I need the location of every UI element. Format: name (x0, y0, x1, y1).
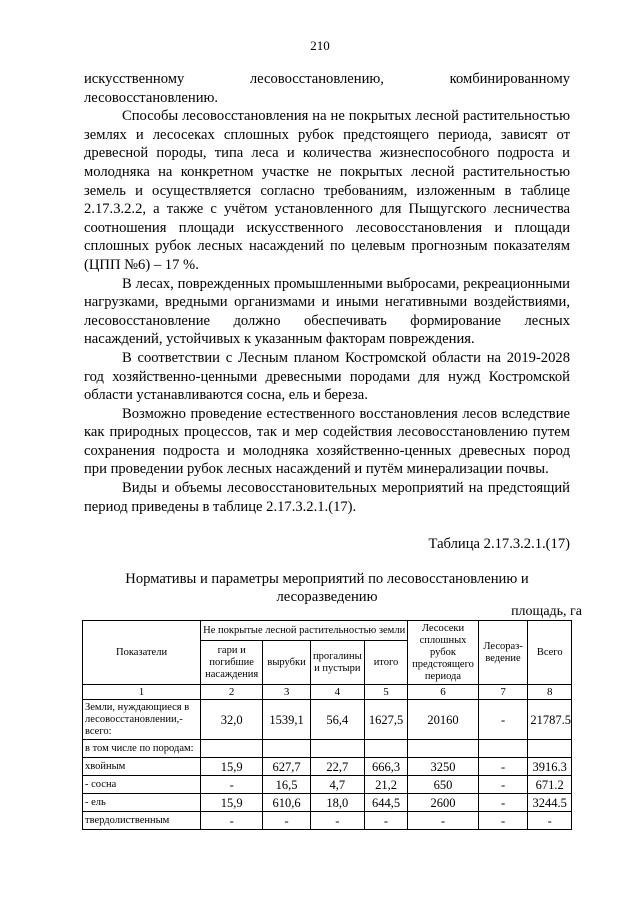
table-cell: 56,4 (310, 700, 364, 740)
table-cell: 3250 (408, 758, 478, 776)
column-number: 6 (408, 685, 478, 700)
table-cell (310, 740, 364, 758)
table-cell: - (478, 794, 528, 812)
row-label: - ель (83, 794, 201, 812)
header-subtotal: итого (364, 641, 408, 685)
column-number: 7 (478, 685, 528, 700)
table-cell (478, 740, 528, 758)
column-number: 4 (310, 685, 364, 700)
table-cell: 1627,5 (364, 700, 408, 740)
header-burnt: гари и погибшие насаждения (201, 641, 263, 685)
paragraph: Способы лесовосстановления на не покрытых лесной растительностью землях и лесосеках сплошных рубок предстоящего периода, зависят от древесной породы, типа леса и количества жизнеспособного подроста и молодняка на конкретном участке не покрытых лесной растительностью земель и осуществляется согласно требованиям, изложенным в таблице 2.17.3.2.2, а также с учётом установленного для Пыщугского лесничества соотношения площади искусственного лесовосстановления и площади сплошных рубок лесных насаждений по целевым прогнозным показателям (ЦПП №6) – 17 %. (84, 108, 570, 273)
row-label: в том числе по породам: (83, 740, 201, 758)
table-cell: - (528, 812, 572, 830)
table-cell: 627,7 (263, 758, 311, 776)
header-total: Всего (528, 621, 572, 685)
table-cell: 610,6 (263, 794, 311, 812)
table-cell: - (478, 812, 528, 830)
table-row (83, 758, 572, 776)
table-unit: площадь, га (511, 604, 582, 619)
table-row (83, 700, 572, 740)
row-label: твердолиственным (83, 812, 201, 830)
paragraph: искусственному лесовосстановлению, комбинированному лесовосстановлению. (84, 71, 570, 106)
column-number: 5 (364, 685, 408, 700)
table-cell: - (408, 812, 478, 830)
table-cell: 18,0 (310, 794, 364, 812)
table-cell: - (478, 776, 528, 794)
table-cell: 2600 (408, 794, 478, 812)
table-row (83, 812, 572, 830)
table-cell: 666,3 (364, 758, 408, 776)
table-cell: - (201, 812, 263, 830)
paragraph: В соответствии с Лесным планом Костромской области на 2019-2028 год хозяйственно-ценными древесными породами для нужд Костромской области устанавливаются сосна, ель и береза. (84, 349, 570, 404)
column-number: 2 (201, 685, 263, 700)
table-cell: 644,5 (364, 794, 408, 812)
body-text (84, 70, 570, 516)
table-cell: - (263, 812, 311, 830)
table-cell: - (364, 812, 408, 830)
table-title: Нормативы и параметры мероприятий по лесовосстановлению и лесоразведению (125, 571, 529, 605)
paragraph: В лесах, поврежденных промышленными выбросами, рекреационными нагрузками, вредными организмами и иными негативными воздействиями, лесовосстановление должно обеспечивать формирование лесных насаждений, устойчивых к указанным факторам повреждения. (84, 275, 570, 348)
header-clearcut: Лесосеки сплошных рубок предстоящего периода (408, 621, 478, 685)
paragraph: Виды и объемы лесовосстановительных мероприятий на предстоящий период приведены в таблице 2.17.3.2.1.(17). (84, 480, 570, 515)
table-row (83, 740, 572, 758)
table-cell: 671.2 (528, 776, 572, 794)
header-cuttings: вырубки (263, 641, 311, 685)
page-number: 210 (310, 38, 330, 53)
forest-restoration-table (82, 620, 572, 830)
table-row (83, 794, 572, 812)
table-cell (408, 740, 478, 758)
table-cell (364, 740, 408, 758)
table-cell: - (201, 776, 263, 794)
table-row (83, 776, 572, 794)
table-cell: - (478, 700, 528, 740)
table-cell: 650 (408, 776, 478, 794)
table-cell: 15,9 (201, 758, 263, 776)
table-cell (263, 740, 311, 758)
column-number: 1 (83, 685, 201, 700)
header-glades: прогалины и пустыри (310, 641, 364, 685)
table-cell: - (478, 758, 528, 776)
row-label: Земли, нуждающиеся в лесовосстановлении,-всего: (83, 700, 201, 740)
header-afforestation: Лесораз-ведение (478, 621, 528, 685)
table-cell: 21787.5 (528, 700, 572, 740)
row-label: - сосна (83, 776, 201, 794)
column-number: 8 (528, 685, 572, 700)
table-cell: 15,9 (201, 794, 263, 812)
table-cell: 22,7 (310, 758, 364, 776)
table-label: Таблица 2.17.3.2.1.(17) (428, 536, 570, 552)
table-cell: 21,2 (364, 776, 408, 794)
column-number: 3 (263, 685, 311, 700)
header-not-covered: Не покрытые лесной растительностью земли (201, 621, 408, 641)
table-cell: 20160 (408, 700, 478, 740)
table-cell: 32,0 (201, 700, 263, 740)
table-cell: 3244.5 (528, 794, 572, 812)
paragraph: Возможно проведение естественного восстановления лесов вследствие как природных процессов, так и мер содействия лесовосстановлению путем сохранения подроста и молодняка хозяйственно-ценных древесных пород при проведении рубок лесных насаждений и путём минерализации почвы. (84, 405, 570, 478)
table-cell: 16,5 (263, 776, 311, 794)
table-cell: 3916.3 (528, 758, 572, 776)
table-cell (201, 740, 263, 758)
header-indicators: Показатели (83, 621, 201, 685)
table-cell: 4,7 (310, 776, 364, 794)
table-cell: 1539,1 (263, 700, 311, 740)
table-cell: - (310, 812, 364, 830)
row-label: хвойным (83, 758, 201, 776)
table-cell (528, 740, 572, 758)
